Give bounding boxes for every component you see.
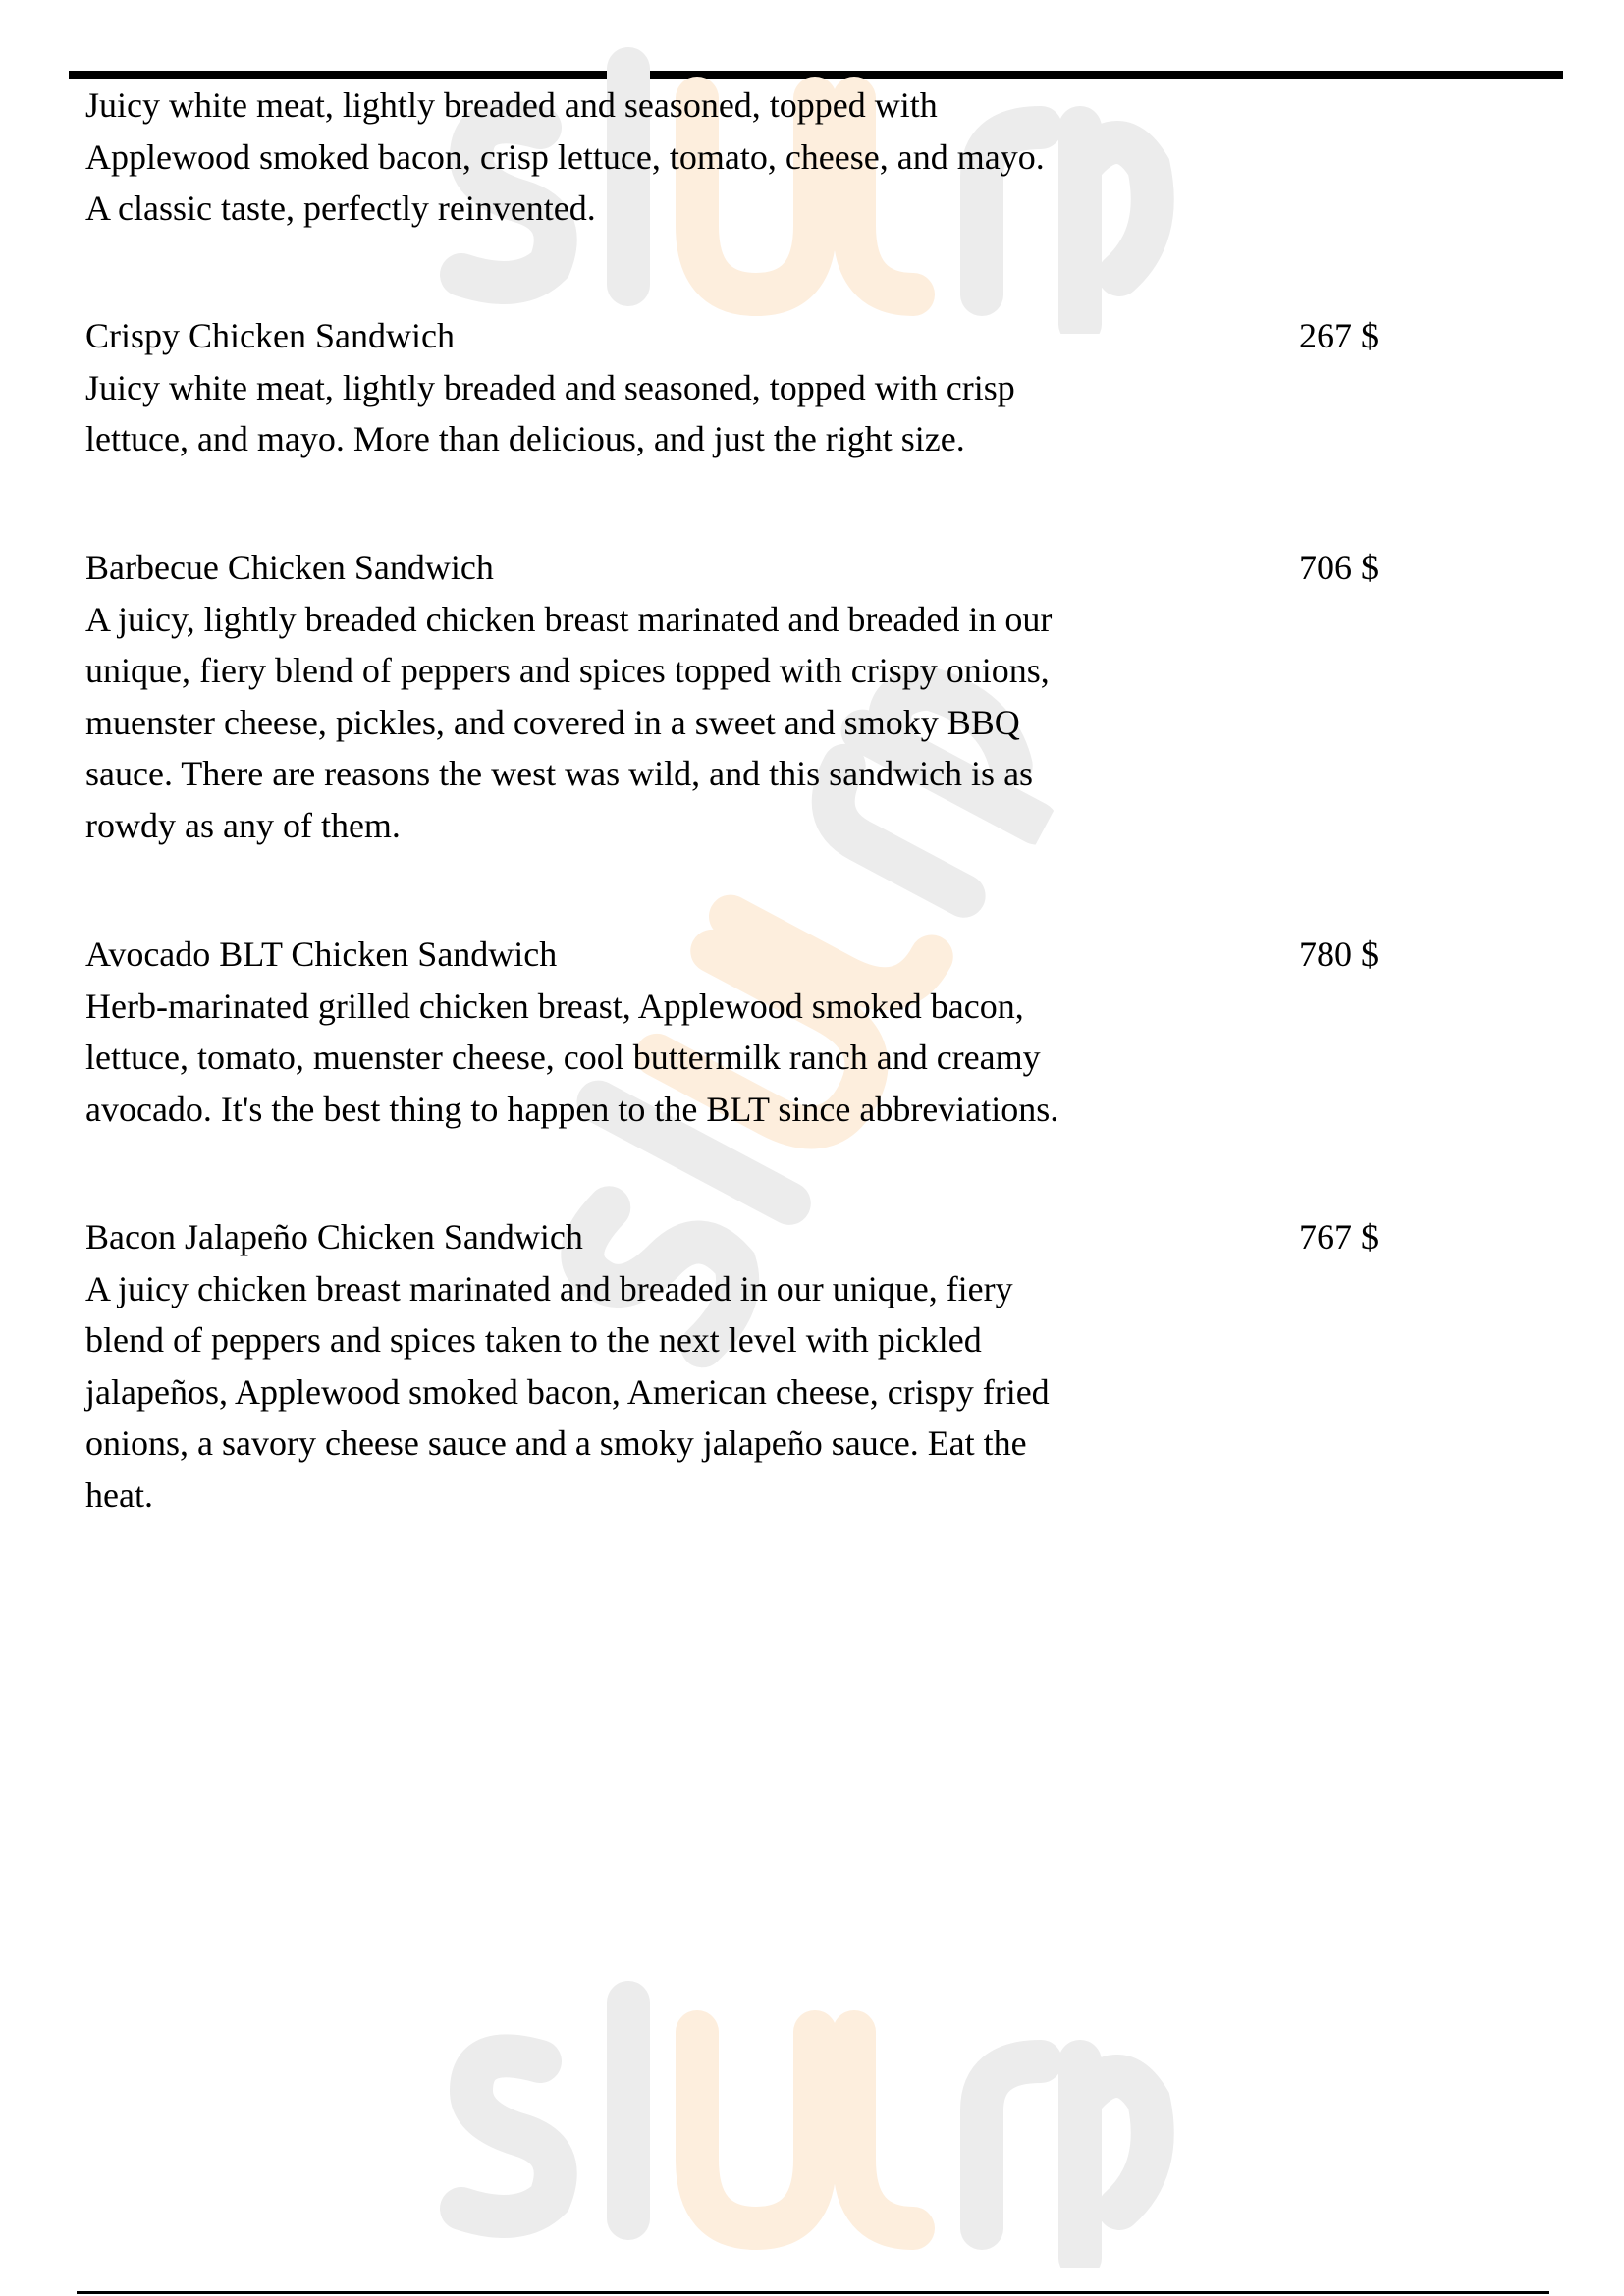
item-description: jalapeños, Applewood smoked bacon, American cheese, crispy fried	[85, 1371, 1050, 1412]
item-header	[85, 1211, 1558, 1263]
item-description: A juicy chicken breast marinated and breaded in our unique, fiery	[85, 1268, 1013, 1308]
item-description: muenster cheese, pickles, and covered in a sweet and smoky BBQ	[85, 702, 1020, 742]
item-description: Juicy white meat, lightly breaded and seasoned, topped with	[85, 85, 938, 125]
item-description: Juicy white meat, lightly breaded and seasoned, topped with crisp	[85, 367, 1015, 407]
menu-item	[85, 929, 1558, 1135]
menu-item	[85, 310, 1558, 465]
menu-item	[85, 80, 1558, 235]
item-description: avocado. It's the best thing to happen to the BLT since abbreviations.	[85, 1089, 1059, 1129]
item-description: onions, a savory cheese sauce and a smoky jalapeño sauce. Eat the	[85, 1423, 1027, 1463]
bottom-divider	[77, 2291, 1549, 2294]
item-description: sauce. There are reasons the west was wild, and this sandwich is as	[85, 754, 1034, 793]
item-price: 780 $	[1299, 934, 1379, 974]
item-description: A classic taste, perfectly reinvented.	[85, 188, 596, 228]
item-price: 706 $	[1299, 548, 1379, 587]
item-description: lettuce, tomato, muenster cheese, cool buttermilk ranch and creamy	[85, 1038, 1041, 1077]
item-name: Crispy Chicken Sandwich	[85, 316, 455, 355]
watermark-logo	[432, 1973, 1178, 2268]
item-price: 267 $	[1299, 316, 1379, 355]
item-name: Bacon Jalapeño Chicken Sandwich	[85, 1217, 583, 1256]
item-description: A juicy, lightly breaded chicken breast marinated and breaded in our	[85, 599, 1053, 639]
item-description: Herb-marinated grilled chicken breast, Applewood smoked bacon,	[85, 986, 1024, 1026]
item-description: heat.	[85, 1474, 153, 1515]
item-header	[85, 542, 1558, 594]
item-description: lettuce, and mayo. More than delicious, and just the right size.	[85, 419, 965, 458]
item-description: rowdy as any of them.	[85, 805, 401, 845]
item-description: blend of peppers and spices taken to the next level with pickled	[85, 1320, 982, 1360]
menu-item	[85, 542, 1558, 851]
item-price: 767 $	[1299, 1217, 1379, 1256]
item-name: Barbecue Chicken Sandwich	[85, 548, 494, 587]
item-description: Applewood smoked bacon, crisp lettuce, tomato, cheese, and mayo.	[85, 136, 1045, 177]
item-header	[85, 310, 1558, 362]
item-header	[85, 929, 1558, 981]
item-description: unique, fiery blend of peppers and spices topped with crispy onions,	[85, 651, 1050, 690]
menu-item	[85, 1211, 1558, 1521]
item-name: Avocado BLT Chicken Sandwich	[85, 934, 558, 974]
